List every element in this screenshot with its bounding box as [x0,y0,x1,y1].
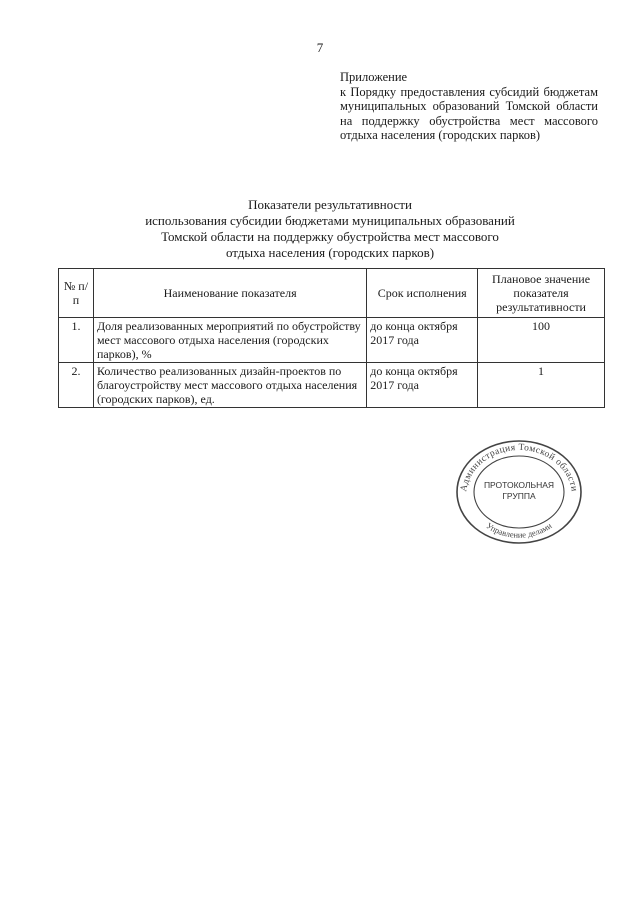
appendix-label: Приложение [340,70,408,84]
row-term: до конца октября 2017 года [367,363,478,408]
appendix-text: к Порядку предоставления субсидий бюджетам муниципальных образований Томской области на поддержку обустройства мест массового отдыха населения (городских парков) [340,84,598,142]
title-line-3: Томской области на поддержку обустройства мест массового [161,229,499,244]
stamp-ring-text: Администрация Томской области [459,442,579,493]
row-name: Доля реализованных мероприятий по обустройству мест массового отдыха населения (городских парков), % [93,318,366,363]
row-value: 100 [478,318,605,363]
header-name: Наименование показателя [93,269,366,318]
document-title [70,197,590,261]
header-term: Срок исполнения [367,269,478,318]
row-num: 2. [59,363,94,408]
title-line-4: отдыха населения (городских парков) [225,245,435,260]
title-line-2: использования субсидии бюджетами муниципальных образований [145,213,515,228]
stamp-center-line-1: ПРОТОКОЛЬНАЯ [483,480,555,490]
appendix-block [340,70,598,143]
title-line-1: Показатели результативности [248,197,412,212]
official-stamp [452,436,586,544]
row-name: Количество реализованных дизайн-проектов по благоустройству мест массового отдыха населения (городских парков), ед. [93,363,366,408]
stamp-center-line-2: ГРУППА [502,491,536,501]
stamp-bottom-text: Управление делами [484,520,554,540]
row-num: 1. [59,318,94,363]
page-number: 7 [316,40,324,55]
row-term: до конца октября 2017 года [367,318,478,363]
header-value: Плановое значение показателя результативности [478,269,605,318]
table-row [59,363,605,408]
row-value: 1 [478,363,605,408]
header-num: № п/п [59,269,94,318]
table-header-row [59,269,605,318]
stamp-seal [452,436,586,544]
table-row [59,318,605,363]
indicators-table [58,268,605,408]
